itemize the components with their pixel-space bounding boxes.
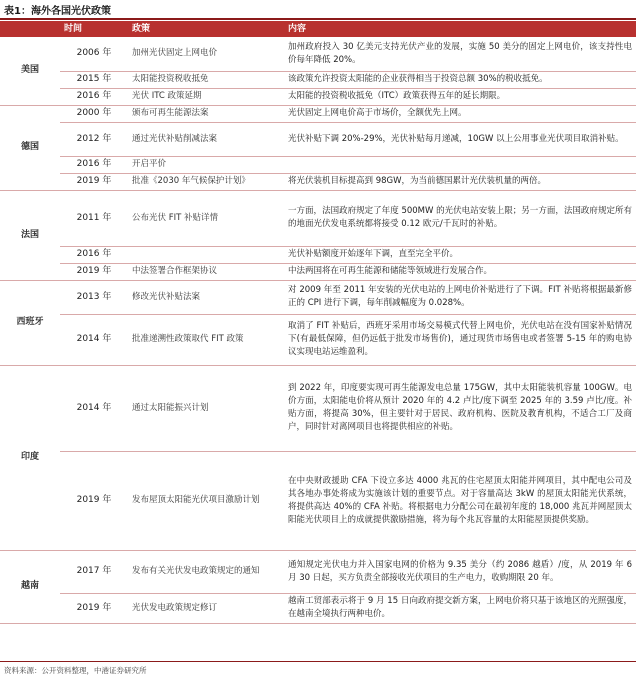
policy-cell: 通过光伏补贴削减法案 (128, 122, 284, 156)
policy-cell: 批准《2030 年气候保护计划》 (128, 173, 284, 190)
year-cell: 2015 年 (60, 71, 128, 88)
table-header-row (0, 21, 636, 37)
table-caption: 表1：海外各国光伏政策 (4, 6, 111, 17)
table-row (0, 37, 636, 71)
policy-cell: 通过太阳能振兴计划 (128, 365, 284, 451)
caption-divider (0, 18, 636, 20)
content-cell (284, 156, 636, 173)
country-cell: 印度 (0, 365, 60, 550)
content-cell: 取消了 FIT 补贴后，西班牙采用市场交易模式代替上网电价，光伏电站在没有国家补贴情况下(有最低保障，但仍远低于批发市场售价)，通过现货市场售电或者签署 5-15 年的购电协议实现电站运维盈利。 (284, 314, 636, 365)
table-row (0, 88, 636, 105)
content-cell: 光伏固定上网电价高于市场价，全额优先上网。 (284, 105, 636, 122)
policy-cell: 光伏发电政策规定修订 (128, 593, 284, 623)
header-country (0, 21, 60, 37)
country-cell: 法国 (0, 190, 60, 280)
year-cell: 2019 年 (60, 593, 128, 623)
content-cell: 在中央财政援助 CFA 下设立多达 4000 兆瓦的住宅屋顶太阳能并网项目，其中配电公司及其各地办事处将成为实施该计划的重要节点。对于容量高达 3kW 的屋顶太阳能光伏系统，将提供高达 40%的 CFA 补贴。将根据电力分配公司在最初年度的 18,000 兆瓦并网屋顶太阳能光伏项目上的成就提供激励措施，将为每个兆瓦容量的太阳能屋顶提供奖励。 (284, 451, 636, 550)
content-cell: 光伏补贴下调 20%-29%，光伏补贴每月递减，10GW 以上公用事业光伏项目取消补贴。 (284, 122, 636, 156)
header-time: 时间 (60, 21, 128, 37)
policy-cell: 发布屋顶太阳能光伏项目激励计划 (128, 451, 284, 550)
table-row (0, 280, 636, 314)
policy-cell (128, 246, 284, 263)
source-divider (0, 661, 636, 662)
header-policy: 政策 (128, 21, 284, 37)
content-cell: 中法两国将在可再生能源和储能等领域进行发展合作。 (284, 263, 636, 280)
table-row (0, 173, 636, 190)
policy-cell: 批准递溯性政策取代 FIT 政策 (128, 314, 284, 365)
year-cell: 2013 年 (60, 280, 128, 314)
content-cell: 通知规定光伏电力并入国家电网的价格为 9.35 美分（约 2086 越盾）/度，从 2019 年 6 月 30 日起，买方负责全部接收光伏项目的生产电力，收购期限 20 年。 (284, 550, 636, 593)
country-cell: 德国 (0, 105, 60, 190)
table-row (0, 365, 636, 451)
year-cell: 2016 年 (60, 156, 128, 173)
content-cell: 对 2009 年至 2011 年安装的光伏电站的上网电价补贴进行了下调。FIT 补贴将根据最新修正的 CPI 进行下调，每年削减幅度为 0.028%。 (284, 280, 636, 314)
policy-cell: 加州光伏固定上网电价 (128, 37, 284, 71)
content-cell: 太阳能的投资税收抵免（ITC）政策获得五年的延长期限。 (284, 88, 636, 105)
year-cell: 2016 年 (60, 246, 128, 263)
year-cell: 2006 年 (60, 37, 128, 71)
policy-cell: 太阳能投资税收抵免 (128, 71, 284, 88)
table-row (0, 451, 636, 550)
year-cell: 2000 年 (60, 105, 128, 122)
year-cell: 2014 年 (60, 365, 128, 451)
policy-cell: 开启平价 (128, 156, 284, 173)
policy-cell: 发布有关光伏发电政策规定的通知 (128, 550, 284, 593)
table-row (0, 593, 636, 623)
year-cell: 2019 年 (60, 451, 128, 550)
country-cell: 美国 (0, 37, 60, 105)
table-row (0, 190, 636, 246)
country-cell: 西班牙 (0, 280, 60, 365)
policy-cell: 中法签署合作框架协议 (128, 263, 284, 280)
table-row (0, 105, 636, 122)
year-cell: 2011 年 (60, 190, 128, 246)
table-row (0, 122, 636, 156)
year-cell: 2019 年 (60, 263, 128, 280)
year-cell: 2017 年 (60, 550, 128, 593)
table-row (0, 71, 636, 88)
table-row (0, 263, 636, 280)
table-row (0, 246, 636, 263)
year-cell: 2012 年 (60, 122, 128, 156)
header-content: 内容 (284, 21, 636, 37)
table-row (0, 314, 636, 365)
year-cell: 2016 年 (60, 88, 128, 105)
content-cell: 到 2022 年，印度要实现可再生能源发电总量 175GW，其中太阳能装机容量 100GW。电价方面，太阳能电价将从预计 2020 年的 4.2 卢比/度下调至 2025 年的 3.59 卢比/度。补贴方面，将提高 30%，但主要针对于居民、政府机构、医院及教育机构，不适合工厂及商户，同时针对离网项目也将提供相应的补贴。 (284, 365, 636, 451)
policy-cell: 修改光伏补贴法案 (128, 280, 284, 314)
policy-cell: 颁布可再生能源法案 (128, 105, 284, 122)
policy-table (0, 21, 636, 624)
policy-cell: 光伏 ITC 政策延期 (128, 88, 284, 105)
country-cell: 越南 (0, 550, 60, 623)
table-row (0, 550, 636, 593)
content-cell: 一方面，法国政府规定了年度 500MW 的光伏电站安装上限；另一方面，法国政府规定所有的地面光伏发电系统都将接受 0.12 欧元/千瓦时的补贴。 (284, 190, 636, 246)
source-note: 资料来源：公开资料整理，中港证券研究所 (4, 666, 147, 675)
content-cell: 该政策允许投资太阳能的企业获得相当于投资总额 30%的税收抵免。 (284, 71, 636, 88)
table-body (0, 37, 636, 623)
year-cell: 2019 年 (60, 173, 128, 190)
policy-cell: 公布光伏 FIT 补贴详情 (128, 190, 284, 246)
year-cell: 2014 年 (60, 314, 128, 365)
table-row (0, 156, 636, 173)
content-cell: 加州政府投入 30 亿美元支持光伏产业的发展，实施 50 美分的固定上网电价，该支持性电价每年降低 20%。 (284, 37, 636, 71)
content-cell: 将光伏装机目标提高到 98GW，为当前德国累计光伏装机量的两倍。 (284, 173, 636, 190)
content-cell: 光伏补贴额度开始逐年下调，直至完全平价。 (284, 246, 636, 263)
content-cell: 越南工贸部表示将于 9 月 15 日向政府提交新方案，上网电价将只基于该地区的光照强度，在越南全境执行两种电价。 (284, 593, 636, 623)
